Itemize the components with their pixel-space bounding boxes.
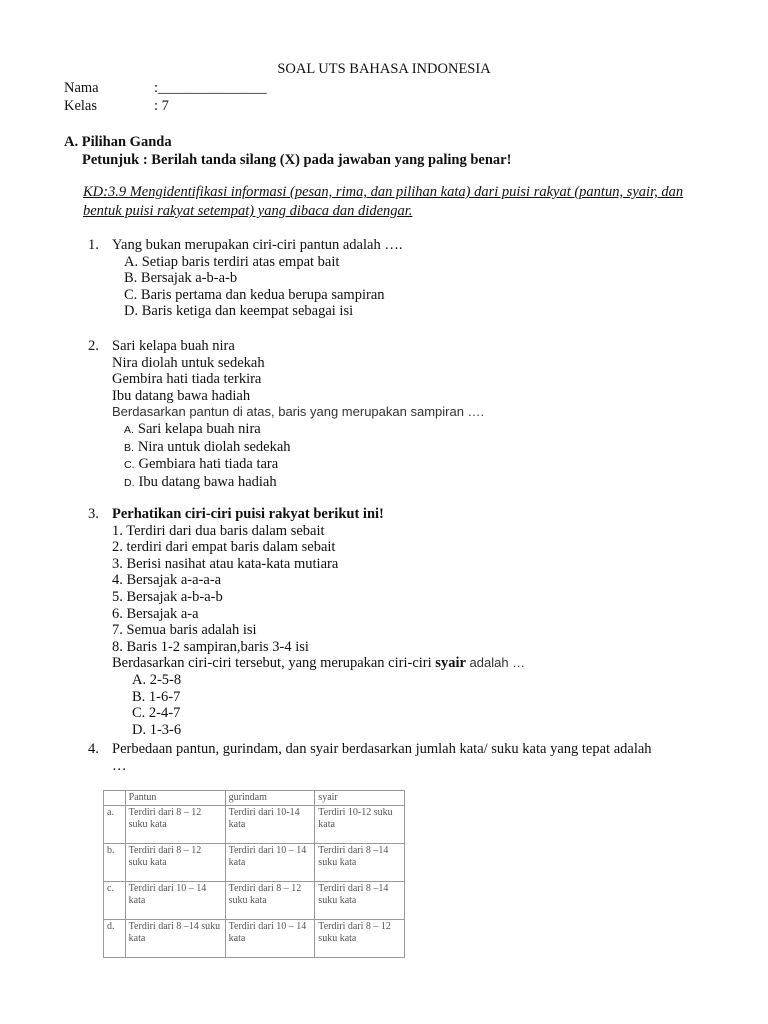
table-cell: b. — [104, 844, 126, 882]
list-item: 4. Bersajak a-a-a-a — [112, 572, 222, 589]
nama-label: Nama — [64, 80, 99, 96]
kelas-label: Kelas — [64, 98, 98, 114]
table-cell: Terdiri dari 8 – 12 suku kata — [225, 882, 315, 920]
question-text: Berdasarkan pantun di atas, baris yang merupakan sampiran …. — [112, 404, 485, 420]
list-item: 1. Terdiri dari dua baris dalam sebait — [112, 522, 325, 539]
table-cell: Terdiri dari 10 – 14 kata — [225, 920, 315, 958]
kelas-row — [64, 98, 169, 115]
table-cell: Terdiri 10-12 suku kata — [315, 806, 405, 844]
list-item: 7. Semua baris adalah isi — [112, 622, 257, 639]
section-title: A. Pilihan Ganda — [64, 134, 172, 150]
option: A. Sari kelapa buah nira — [124, 420, 261, 437]
table-header — [104, 791, 126, 806]
table-cell: Terdiri dari 8 –14 suku kata — [125, 920, 225, 958]
pantun-line: Sari kelapa buah nira — [112, 338, 235, 354]
table-cell: Terdiri dari 8 –14 suku kata — [315, 882, 405, 920]
option: C. Baris pertama dan kedua berupa sampiran — [124, 286, 385, 303]
table-header: syair — [315, 791, 405, 806]
table-row — [104, 844, 405, 882]
question-text: Berdasarkan ciri-ciri tersebut, yang merupakan ciri-ciri syair adalah … — [112, 655, 526, 672]
pantun-line: Gembira hati tiada terkira — [112, 371, 262, 388]
table-cell: c. — [104, 882, 126, 920]
pantun-line: Nira diolah untuk sedekah — [112, 354, 265, 371]
option: D. 1-3-6 — [132, 721, 182, 738]
list-item: 2. terdiri dari empat baris dalam sebait — [112, 539, 336, 556]
question-number: 1. — [88, 237, 99, 253]
option: A. 2-5-8 — [132, 671, 182, 688]
list-item: 5. Bersajak a-b-a-b — [112, 588, 223, 605]
table-cell: Terdiri dari 8 –14 suku kata — [315, 844, 405, 882]
option: D. Baris ketiga dan keempat sebagai isi — [124, 303, 354, 320]
option: D. Ibu datang bawa hadiah — [124, 473, 277, 490]
list-item: 3. Berisi nasihat atau kata-kata mutiara — [112, 555, 339, 572]
option: B. Bersajak a-b-a-b — [124, 270, 238, 287]
question-continuation: … — [112, 757, 127, 774]
question-heading: Perhatikan ciri-ciri puisi rakyat berikut ini! — [112, 506, 384, 522]
option: C. 2-4-7 — [132, 705, 181, 722]
section-instruction: Petunjuk : Berilah tanda silang (X) pada jawaban yang paling benar! — [82, 152, 512, 168]
list-item: 6. Bersajak a-a — [112, 605, 199, 622]
pantun-line: Ibu datang bawa hadiah — [112, 387, 251, 404]
page-title: SOAL UTS BAHASA INDONESIA — [277, 61, 491, 77]
table-row — [104, 882, 405, 920]
option: C. Gembiara hati tiada tara — [124, 456, 279, 473]
option: A. Setiap baris terdiri atas empat bait — [124, 253, 340, 270]
option: B. 1-6-7 — [132, 688, 181, 705]
nama-row — [64, 80, 267, 97]
table-header-row — [104, 791, 405, 806]
comparison-table — [103, 790, 405, 958]
table-cell: Terdiri dari 8 – 12 suku kata — [315, 920, 405, 958]
nama-value: :_______________ — [154, 80, 267, 96]
table-cell: d. — [104, 920, 126, 958]
table-row — [104, 920, 405, 958]
question-number: 2. — [88, 338, 99, 354]
table-cell: Terdiri dari 10 – 14 kata — [125, 882, 225, 920]
table-cell: a. — [104, 806, 126, 844]
table-cell: Terdiri dari 8 – 12 suku kata — [125, 844, 225, 882]
question-number: 3. — [88, 506, 99, 522]
table-header: gurindam — [225, 791, 315, 806]
question-number: 4. — [88, 741, 99, 757]
kd-statement: KD:3.9 Mengidentifikasi informasi (pesan, rima, dan pilihan kata) dari puisi rakyat (pantun, syair, dan bentuk puisi rakyat setempat) yang dibaca dan didengar. — [83, 184, 684, 219]
question-text: Yang bukan merupakan ciri-ciri pantun adalah …. — [112, 237, 403, 253]
table-cell: Terdiri dari 8 – 12 suku kata — [125, 806, 225, 844]
kelas-value: : 7 — [154, 98, 169, 114]
table-cell: Terdiri dari 10-14 kata — [225, 806, 315, 844]
table-header: Pantun — [125, 791, 225, 806]
list-item: 8. Baris 1-2 sampiran,baris 3-4 isi — [112, 638, 309, 655]
question-text: Perbedaan pantun, gurindam, dan syair berdasarkan jumlah kata/ suku kata yang tepat adalah — [112, 741, 652, 757]
table-row — [104, 806, 405, 844]
table-cell: Terdiri dari 10 – 14 kata — [225, 844, 315, 882]
option: B. Nira untuk diolah sedekah — [124, 438, 291, 455]
